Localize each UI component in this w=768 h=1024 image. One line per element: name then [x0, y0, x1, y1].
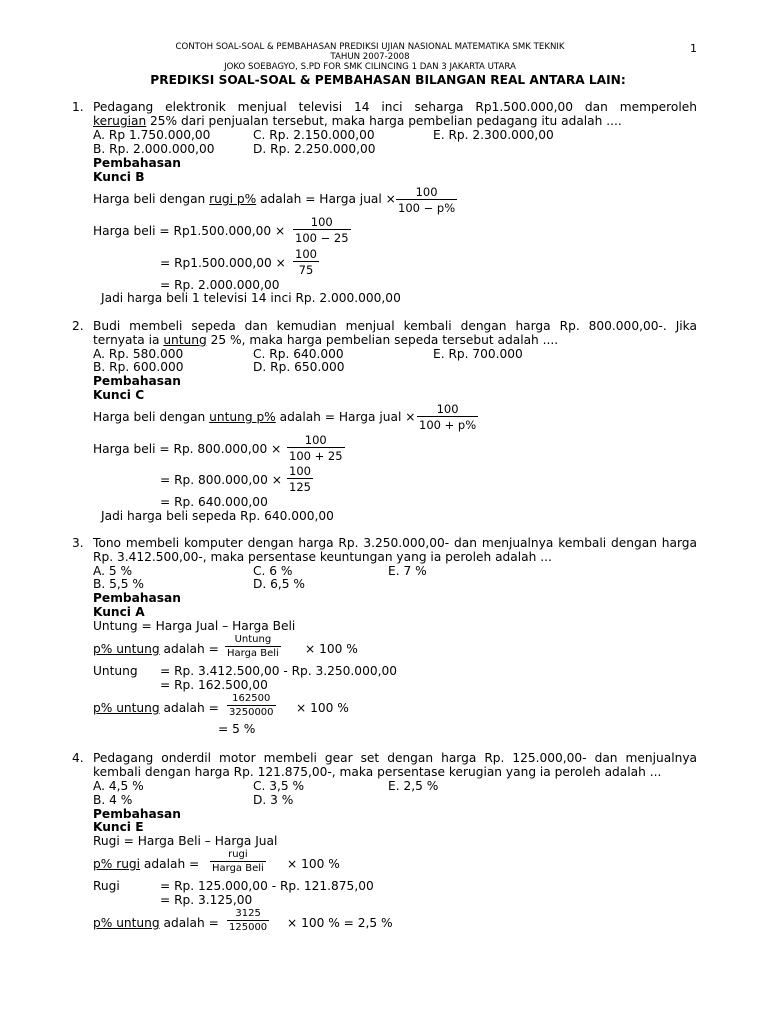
numerator: 3125 — [235, 908, 261, 919]
fraction — [227, 908, 269, 934]
denominator: 100 + 25 — [289, 449, 343, 463]
underlined-term: kerugian — [93, 114, 147, 128]
formula-text: adalah = — [159, 701, 219, 715]
option-d: D. Rp. 650.000 — [253, 360, 345, 374]
formula-line-2 — [93, 642, 219, 656]
option-d: D. 6,5 % — [253, 577, 305, 591]
question-text-line-1: Budi membeli sepeda dan kemudian menjual kembali dengan harga Rp. 800.000,00-. Jika — [93, 319, 697, 333]
option-b: B. Rp. 2.000.000,00 — [93, 142, 215, 156]
denominator: 100 − p% — [398, 201, 456, 215]
numerator: 100 — [304, 433, 327, 447]
formula-line-2: Harga beli = Rp1.500.000,00 × — [93, 224, 286, 238]
option-e: E. 2,5 % — [388, 779, 439, 793]
option-b: B. 4 % — [93, 793, 133, 807]
denominator: Harga Beli — [227, 648, 279, 659]
formula-label: Rugi — [93, 879, 120, 893]
formula-line-5 — [93, 916, 219, 930]
option-a: A. Rp 1.750.000,00 — [93, 128, 211, 142]
denominator: 75 — [293, 261, 319, 277]
formula-line-2 — [93, 857, 199, 871]
option-b: B. Rp. 600.000 — [93, 360, 184, 374]
numerator: 100 — [436, 402, 459, 416]
formula-multiplier: × 100 % — [305, 642, 358, 656]
answer-key: Kunci A — [93, 605, 145, 619]
formula-line-4: = Rp. 3.125,00 — [160, 893, 253, 907]
option-c: C. Rp. 2.150.000,00 — [253, 128, 375, 142]
option-d: D. 3 % — [253, 793, 294, 807]
pembahasan-heading: Pembahasan — [93, 374, 181, 388]
option-c: C. Rp. 640.000 — [253, 347, 344, 361]
formula-multiplier: × 100 % = 2,5 % — [287, 916, 393, 930]
formula-line-3: = Rp. 125.000,00 - Rp. 121.875,00 — [160, 879, 374, 893]
option-e: E. 7 % — [388, 564, 427, 578]
fraction — [417, 402, 478, 432]
header-line-2: TAHUN 2007-2008 — [330, 52, 410, 62]
formula-line-1: Rugi = Harga Beli – Harga Jual — [93, 834, 278, 848]
denominator: 3250000 — [229, 707, 274, 718]
answer-key: Kunci E — [93, 820, 144, 834]
fraction — [227, 693, 276, 719]
numerator: 162500 — [232, 693, 271, 704]
question-number: 4. — [72, 751, 84, 765]
option-a: A. Rp. 580.000 — [93, 347, 184, 361]
formula-text: Harga beli dengan — [93, 192, 210, 206]
header-line-3: JOKO SOEBAGYO, S.PD FOR SMK CILINCING 1 DAN 3 JAKARTA UTARA — [224, 62, 516, 72]
formula-line-4: = Rp. 2.000.000,00 — [160, 278, 280, 292]
formula-label: Untung — [93, 664, 138, 678]
fraction — [225, 634, 281, 660]
formula-line-4: = Rp. 640.000,00 — [160, 495, 268, 509]
question-text: 25 %, maka harga pembelian sepeda tersebut adalah .... — [206, 333, 559, 347]
option-d: D. Rp. 2.250.000,00 — [253, 142, 376, 156]
underlined-term: p% untung — [93, 701, 160, 715]
answer-key: Kunci B — [93, 170, 145, 184]
question-text-line-1: Pedagang elektronik menjual televisi 14 inci seharga Rp1.500.000,00 dan memperoleh — [93, 100, 697, 114]
denominator: Harga Beli — [212, 863, 264, 874]
question-number: 1. — [72, 100, 84, 114]
formula-multiplier: × 100 % — [287, 857, 340, 871]
numerator: 100 — [415, 185, 438, 199]
fraction — [293, 247, 319, 277]
formula-text: adalah = — [159, 916, 219, 930]
question-text-line-2: Rp. 3.412.500,00-, maka persentase keuntungan yang ia peroleh adalah ... — [93, 550, 552, 564]
question-text-line-2: kembali dengan harga Rp. 121.875,00-, maka persentase kerugian yang ia peroleh adalah ... — [93, 765, 662, 779]
pembahasan-heading: Pembahasan — [93, 156, 181, 170]
pembahasan-heading: Pembahasan — [93, 807, 181, 821]
numerator: rugi — [228, 849, 248, 860]
formula-text: Harga beli dengan — [93, 410, 210, 424]
question-number: 2. — [72, 319, 84, 333]
answer-key: Kunci C — [93, 388, 145, 402]
header-line-1: CONTOH SOAL-SOAL & PEMBAHASAN PREDIKSI UJIAN NASIONAL MATEMATIKA SMK TEKNIK — [175, 42, 565, 52]
question-text-rest: 25% dari penjualan tersebut, maka harga pembelian pedagang itu adalah .... — [146, 114, 622, 128]
underlined-term: p% untung — [93, 916, 160, 930]
question-text-line-1: Pedagang onderdil motor membeli gear set dengan harga Rp. 125.000,00- dan menjualnya — [93, 751, 697, 765]
formula-line-1 — [93, 410, 415, 424]
formula-result: = 5 % — [218, 722, 256, 736]
formula-line-5 — [93, 701, 219, 715]
fraction — [396, 185, 457, 215]
denominator: 100 + p% — [419, 418, 477, 432]
underlined-term: untung p% — [209, 410, 276, 424]
numerator: 100 — [310, 215, 333, 229]
underlined-term: p% untung — [93, 642, 160, 656]
fraction — [293, 215, 351, 245]
formula-line-3: = Rp. 3.412.500,00 - Rp. 3.250.000,00 — [160, 664, 397, 678]
underlined-term: rugi p% — [209, 192, 257, 206]
formula-line-3: = Rp1.500.000,00 × — [160, 256, 286, 270]
option-c: C. 6 % — [253, 564, 293, 578]
denominator: 125 — [289, 480, 311, 494]
fraction — [287, 464, 313, 494]
option-b: B. 5,5 % — [93, 577, 144, 591]
option-e: E. Rp. 700.000 — [433, 347, 523, 361]
question-text-line-1: Tono membeli komputer dengan harga Rp. 3.250.000,00- dan menjualnya kembali dengan harga — [93, 536, 697, 550]
formula-text: adalah = Harga jual × — [275, 410, 416, 424]
denominator: 125000 — [229, 922, 268, 933]
page-title: PREDIKSI SOAL-SOAL & PEMBAHASAN BILANGAN REAL ANTARA LAIN: — [150, 73, 626, 87]
question-number: 3. — [72, 536, 84, 550]
underlined-term: untung — [163, 333, 207, 347]
pembahasan-heading: Pembahasan — [93, 591, 181, 605]
option-a: A. 5 % — [93, 564, 133, 578]
numerator: 100 — [295, 247, 317, 261]
formula-text: adalah = — [140, 857, 200, 871]
denominator: 100 − 25 — [295, 231, 349, 245]
question-text-line-2 — [93, 333, 558, 347]
formula-line-3: = Rp. 800.000,00 × — [160, 473, 282, 487]
fraction — [287, 433, 345, 463]
question-text-line-2 — [93, 114, 622, 128]
formula-line-2: Harga beli = Rp. 800.000,00 × — [93, 442, 282, 456]
formula-text: adalah = — [159, 642, 219, 656]
option-c: C. 3,5 % — [253, 779, 305, 793]
question-text: ternyata ia — [93, 333, 164, 347]
underlined-term: p% rugi — [93, 857, 141, 871]
fraction — [210, 849, 266, 875]
page-number: 1 — [690, 42, 697, 55]
option-e: E. Rp. 2.300.000,00 — [433, 128, 554, 142]
option-a: A. 4,5 % — [93, 779, 144, 793]
numerator: Untung — [234, 634, 272, 645]
formula-text: adalah = Harga jual × — [256, 192, 396, 206]
conclusion: Jadi harga beli 1 televisi 14 inci Rp. 2.000.000,00 — [101, 291, 401, 305]
formula-multiplier: × 100 % — [296, 701, 349, 715]
numerator: 100 — [289, 464, 311, 478]
conclusion: Jadi harga beli sepeda Rp. 640.000,00 — [101, 509, 334, 523]
formula-line-1 — [93, 192, 396, 206]
formula-line-1: Untung = Harga Jual – Harga Beli — [93, 619, 296, 633]
formula-line-4: = Rp. 162.500,00 — [160, 678, 268, 692]
